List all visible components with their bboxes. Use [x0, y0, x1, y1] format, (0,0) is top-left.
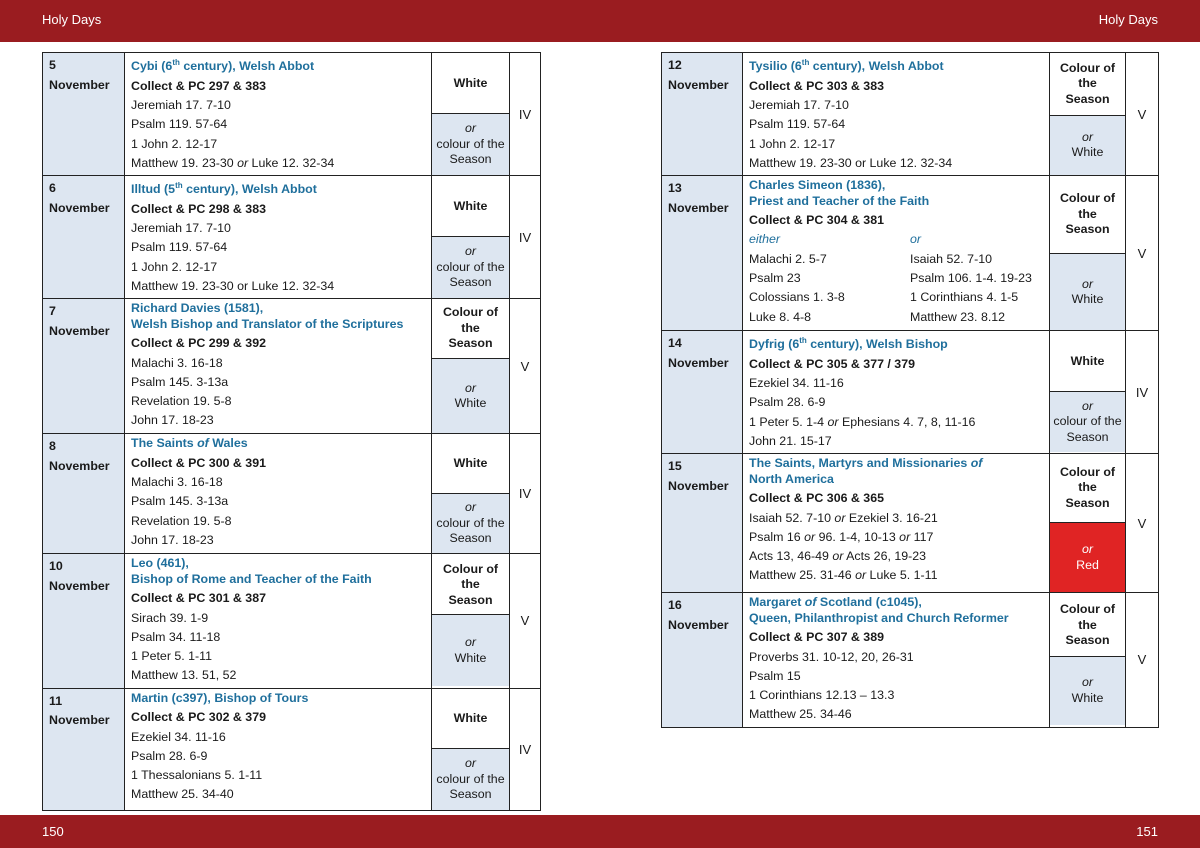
table-row: [43, 434, 541, 554]
provision-numeral: V: [510, 554, 541, 688]
collect-line: Collect & PC 298 & 383: [131, 201, 266, 216]
reading: 1 Corinthians 4. 1-5: [910, 290, 1019, 305]
collect-line: Collect & PC 302 & 379: [131, 710, 266, 725]
liturgical-colour-cell: [432, 434, 510, 554]
table-row: [43, 688, 541, 810]
reading: Jeremiah 17. 7-10: [749, 97, 849, 112]
reading: Matthew 13. 51, 52: [131, 668, 237, 683]
provision-numeral: IV: [1126, 331, 1159, 454]
colour-primary: Colour of the Season: [1050, 454, 1125, 523]
reading: Matthew 19. 23-30 or Luke 12. 32-34: [131, 278, 335, 293]
reading: Psalm 106. 1-4. 19-23: [910, 271, 1032, 285]
reading: Psalm 145. 3-13a: [131, 494, 229, 509]
reading: Matthew 25. 34-46: [749, 707, 852, 722]
reading: Revelation 19. 5-8: [131, 513, 232, 528]
reading: 1 Corinthians 12.13 – 13.3: [749, 688, 895, 703]
colour-primary: White: [432, 54, 509, 115]
reading: Psalm 145. 3-13a: [131, 374, 229, 389]
reading: Psalm 119. 57-64: [749, 117, 846, 132]
or-label: or: [910, 232, 922, 247]
entry-cell: [125, 53, 432, 176]
reading: Psalm 28. 6-9: [131, 748, 208, 763]
reading: John 17. 18-23: [131, 532, 214, 547]
colour-alternative: or White: [1050, 116, 1125, 175]
colour-primary: White: [432, 689, 509, 750]
commemoration-title: Cybi (6th century), Welsh Abbot: [131, 58, 315, 74]
reading: Psalm 15: [749, 668, 801, 683]
header-title-right: Holy Days: [1098, 12, 1158, 27]
reading: John 17. 18-23: [131, 413, 214, 428]
table-row: [662, 454, 1159, 593]
commemoration-title: Dyfrig (6th century), Welsh Bishop: [749, 336, 948, 352]
reading: 1 John 2. 12-17: [131, 136, 218, 151]
commemoration-title: The Saints, Martyrs and Missionaries of North America: [749, 456, 983, 486]
table-row: [43, 176, 541, 299]
reading: Malachi 2. 5-7: [749, 251, 827, 266]
provision-numeral: IV: [510, 434, 541, 554]
commemoration-title: Charles Simeon (1836), Priest and Teacher of the Faith: [749, 178, 930, 208]
reading: John 21. 15-17: [749, 433, 832, 448]
entry-cell: [125, 299, 432, 434]
liturgical-colour-cell: [432, 53, 510, 176]
either-label: either: [749, 232, 780, 247]
date-cell: 16 November: [662, 593, 743, 727]
reading: Ezekiel 34. 11-16: [131, 729, 226, 744]
footer-bar: [0, 815, 1200, 848]
colour-alternative: or White: [432, 615, 509, 686]
date-cell: 7 November: [43, 299, 125, 434]
collect-line: Collect & PC 306 & 365: [749, 491, 884, 506]
entry-cell: [125, 176, 432, 299]
colour-primary: Colour of the Season: [1050, 54, 1125, 116]
provision-numeral: IV: [510, 53, 541, 176]
commemoration-title: The Saints of Wales: [131, 436, 248, 451]
entry-cell: [743, 331, 1050, 454]
header-title-left: Holy Days: [42, 12, 102, 27]
commemoration-title: Margaret of Scotland (c1045), Queen, Philanthropist and Church Reformer: [749, 595, 1009, 625]
liturgical-colour-cell: [432, 176, 510, 299]
colour-primary: White: [1050, 333, 1125, 393]
date-cell: 11 November: [43, 688, 125, 810]
entry-cell: [125, 688, 432, 810]
table-row: [662, 331, 1159, 454]
colour-alternative: or White: [1050, 657, 1125, 725]
table-row: [662, 53, 1159, 176]
reading: Psalm 34. 11-18: [131, 629, 221, 644]
commemoration-title: Leo (461), Bishop of Rome and Teacher of the Faith: [131, 556, 372, 586]
entry-cell: [743, 593, 1050, 727]
collect-line: Collect & PC 307 & 389: [749, 630, 884, 645]
page-number-left: 150: [42, 824, 64, 839]
reading: 1 Peter 5. 1-11: [131, 649, 213, 664]
reading: Revelation 19. 5-8: [131, 394, 232, 409]
reading: Psalm 119. 57-64: [131, 240, 228, 255]
holy-days-table-left: [42, 52, 541, 811]
page-number-right: 151: [1136, 824, 1158, 839]
colour-alternative: or colour of the Season: [432, 237, 509, 298]
date-cell: 8 November: [43, 434, 125, 554]
liturgical-colour-cell: [432, 688, 510, 810]
date-cell: 6 November: [43, 176, 125, 299]
reading: 1 Thessalonians 5. 1-11: [131, 768, 263, 783]
liturgical-colour-cell: [1050, 454, 1126, 593]
liturgical-colour-cell: [432, 554, 510, 688]
reading: Psalm 23: [749, 271, 801, 285]
colour-alternative: or White: [1050, 254, 1125, 330]
reading: Isaiah 52. 7-10 or Ezekiel 3. 16-21: [749, 510, 938, 525]
reading: Ezekiel 34. 11-16: [749, 376, 844, 391]
reading: Acts 13, 46-49 or Acts 26, 19-23: [749, 549, 927, 564]
reading: Psalm 119. 57-64: [131, 117, 228, 132]
header-bar: [0, 0, 1200, 42]
reading: Sirach 39. 1-9: [131, 610, 209, 625]
reading: Malachi 3. 16-18: [131, 475, 223, 490]
reading: 1 Peter 5. 1-4 or Ephesians 4. 7, 8, 11-16: [749, 414, 976, 429]
liturgical-colour-cell: [1050, 331, 1126, 454]
collect-line: Collect & PC 303 & 383: [749, 78, 884, 93]
reading: Matthew 23. 8.12: [910, 309, 1006, 324]
collect-line: Collect & PC 301 & 387: [131, 591, 266, 606]
alternative-readings: [749, 230, 1043, 326]
reading: Colossians 1. 3-8: [749, 290, 845, 305]
date-cell: 5 November: [43, 53, 125, 176]
colour-primary: White: [432, 177, 509, 238]
liturgical-colour-cell: [1050, 53, 1126, 176]
commemoration-title: Martin (c397), Bishop of Tours: [131, 690, 309, 705]
colour-primary: Colour of the Season: [432, 299, 509, 359]
colour-primary: Colour of the Season: [1050, 176, 1125, 254]
date-cell: 15 November: [662, 454, 743, 593]
collect-line: Collect & PC 305 & 377 / 379: [749, 356, 915, 371]
table-row: [662, 593, 1159, 727]
colour-alternative: or colour of the Season: [432, 494, 509, 554]
liturgical-colour-cell: [1050, 176, 1126, 331]
colour-primary: White: [432, 434, 509, 494]
liturgical-colour-cell: [432, 299, 510, 434]
reading: Jeremiah 17. 7-10: [131, 97, 231, 112]
holy-days-table-right: [661, 52, 1159, 728]
reading: Isaiah 52. 7-10: [910, 251, 992, 266]
commemoration-title: Tysilio (6th century), Welsh Abbot: [749, 58, 944, 74]
provision-numeral: V: [1126, 53, 1159, 176]
date-cell: 14 November: [662, 331, 743, 454]
liturgical-colour-cell: [1050, 593, 1126, 727]
reading: Psalm 28. 6-9: [749, 395, 826, 410]
reading: Psalm 16 or 96. 1-4, 10-13 or 117: [749, 529, 934, 544]
date-cell: 12 November: [662, 53, 743, 176]
colour-primary: Colour of the Season: [432, 555, 509, 615]
table-row: [43, 53, 541, 176]
entry-cell: [125, 434, 432, 554]
reading: Jeremiah 17. 7-10: [131, 221, 231, 236]
collect-line: Collect & PC 304 & 381: [749, 213, 884, 228]
reading: Matthew 19. 23-30 or Luke 12. 32-34: [131, 155, 335, 170]
provision-numeral: V: [1126, 176, 1159, 331]
reading: Matthew 19. 23-30 or Luke 12. 32-34: [749, 155, 953, 170]
entry-cell: [743, 176, 1050, 331]
provision-numeral: V: [1126, 593, 1159, 727]
provision-numeral: IV: [510, 688, 541, 810]
entry-cell: [125, 554, 432, 688]
reading: Luke 8. 4-8: [749, 309, 811, 324]
colour-alternative: or colour of the Season: [1050, 392, 1125, 452]
reading: 1 John 2. 12-17: [131, 259, 218, 274]
reading: Matthew 25. 31-46 or Luke 5. 1-11: [749, 568, 938, 583]
reading: Malachi 3. 16-18: [131, 355, 223, 370]
commemoration-title: Illtud (5th century), Welsh Abbot: [131, 181, 317, 197]
reading: 1 John 2. 12-17: [749, 136, 836, 151]
collect-line: Collect & PC 297 & 383: [131, 78, 266, 93]
date-cell: 10 November: [43, 554, 125, 688]
collect-line: Collect & PC 299 & 392: [131, 336, 266, 351]
colour-alternative: or Red: [1050, 523, 1125, 592]
entry-cell: [743, 53, 1050, 176]
reading: Proverbs 31. 10-12, 20, 26-31: [749, 649, 914, 664]
colour-alternative: or colour of the Season: [432, 749, 509, 810]
reading: Matthew 25. 34-40: [131, 787, 234, 802]
colour-primary: Colour of the Season: [1050, 595, 1125, 657]
colour-alternative: or colour of the Season: [432, 114, 509, 175]
provision-numeral: V: [510, 299, 541, 434]
entry-cell: [743, 454, 1050, 593]
colour-alternative: or White: [432, 359, 509, 433]
date-cell: 13 November: [662, 176, 743, 331]
table-row: [43, 554, 541, 688]
provision-numeral: IV: [510, 176, 541, 299]
provision-numeral: V: [1126, 454, 1159, 593]
commemoration-title: Richard Davies (1581), Welsh Bishop and Translator of the Scriptures: [131, 301, 404, 331]
table-row: [43, 299, 541, 434]
collect-line: Collect & PC 300 & 391: [131, 455, 266, 470]
table-row: [662, 176, 1159, 331]
